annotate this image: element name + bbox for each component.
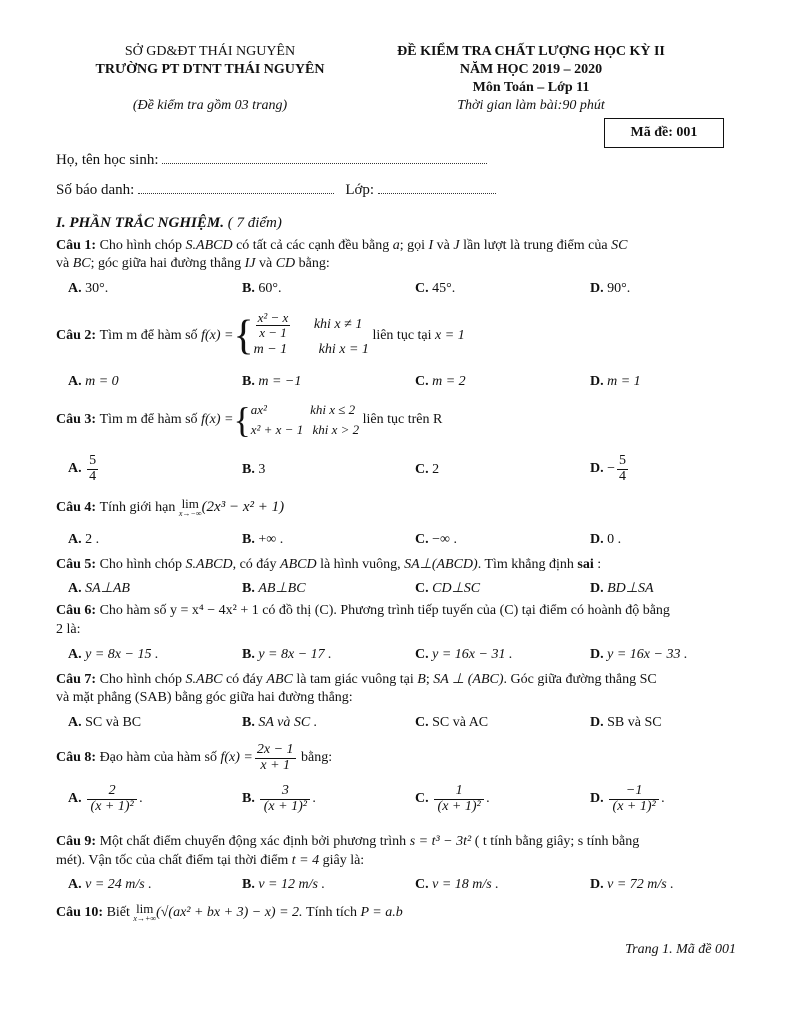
condition: khi x = 1 [318, 342, 369, 358]
question-label: Câu 1: [56, 238, 97, 253]
question-text: có đồ thị (C). Phương trình tiếp tuyến của (C) tại điểm có hoành độ bằng [262, 603, 670, 618]
math-term: B [417, 672, 426, 687]
math-term: (2x³ − x² + 1) [201, 499, 285, 515]
q1-option-d[interactable] [590, 281, 630, 297]
option-key: B. [242, 715, 255, 730]
option-key: A. [68, 647, 82, 662]
option-key: C. [415, 715, 429, 730]
question-text: . Tìm khẳng định [477, 557, 574, 572]
option-value: v = 18 m/s . [432, 877, 499, 892]
piecewise [254, 311, 369, 361]
question-label: Câu 2: [56, 328, 97, 343]
math-term: J [453, 238, 460, 253]
option-value: −∞ . [432, 532, 458, 547]
q6-option-c[interactable] [415, 647, 512, 663]
math-term: ABCD [280, 557, 317, 572]
q8-option-d[interactable]: D. $\frac{-1}{\text{(x + 1)²}}$ . [590, 783, 665, 814]
option-key: B. [242, 647, 255, 662]
option-value: y = 8x − 17 . [258, 647, 332, 662]
numerator: 5 [619, 453, 627, 468]
q9-option-b[interactable] [242, 877, 325, 893]
option-value: 0 . [607, 532, 622, 547]
exam-title: ĐỀ KIỂM TRA CHẤT LƯỢNG HỌC KỲ II [397, 44, 665, 59]
question-text: Biết [106, 904, 130, 920]
option-key: A. [68, 461, 82, 477]
option-key: B. [242, 281, 255, 296]
question-3 [56, 396, 442, 444]
fraction [87, 454, 98, 484]
question-text: liên tục tại [372, 328, 432, 343]
option-value: m = 2 [432, 374, 466, 389]
question-text: Cho hình chóp [99, 672, 183, 687]
question-text: , có đáy [232, 557, 277, 572]
question-text: lần lượt là trung điểm của [463, 238, 608, 253]
question-text: Tính giới hạn [99, 499, 176, 515]
math-term: S.ABC [185, 672, 223, 687]
option-value: 60°. [258, 281, 282, 296]
math-term: a [392, 238, 400, 253]
option-key: C. [415, 791, 429, 807]
fraction [609, 784, 659, 814]
question-2 [56, 304, 465, 368]
fraction [255, 743, 296, 773]
denominator: 4 [89, 468, 97, 484]
option-key: B. [242, 877, 255, 892]
page-count-note: (Đề kiểm tra gồm 03 trang) [132, 98, 288, 113]
class-field[interactable] [378, 181, 496, 194]
math-term: S.ABCD [185, 557, 233, 572]
question-label: Câu 8: [56, 750, 97, 765]
math-term: S.ABCD [185, 238, 233, 253]
limit-op: lim [181, 496, 199, 511]
q7-option-d[interactable] [590, 715, 662, 731]
option-key: B. [242, 532, 255, 547]
piecewise [251, 400, 359, 440]
numerator: −1 [609, 784, 659, 800]
school-name: TRƯỜNG PT DTNT THÁI NGUYÊN [95, 62, 325, 77]
q1-option-a[interactable] [68, 281, 108, 297]
option-key: C. [415, 281, 429, 296]
denominator: 4 [619, 468, 627, 484]
emphasis: sai [577, 557, 594, 572]
option-value: 90°. [607, 281, 631, 296]
question-6-line2: 2 là: [56, 622, 81, 637]
q4-option-d[interactable] [590, 532, 621, 548]
question-text: Cho hình chóp [99, 557, 183, 572]
option-key: D. [590, 791, 604, 807]
option-key: B. [242, 374, 255, 389]
numerator: 5 [89, 453, 97, 468]
condition: khi x ≤ 2 [310, 401, 356, 417]
question-6 [56, 603, 670, 619]
question-label: Câu 9: [56, 834, 97, 849]
option-key: C. [415, 374, 429, 389]
student-name-field[interactable] [162, 151, 487, 164]
math-term: SA ⊥ (ABC) [433, 672, 504, 687]
q5-option-a[interactable] [68, 580, 130, 597]
question-label: Câu 6: [56, 603, 97, 618]
option-value: 45°. [432, 281, 456, 296]
math-term: IJ [244, 256, 256, 271]
q8-option-b[interactable]: B. $\frac{3}{\text{(x + 1)²}}$ . [242, 783, 316, 814]
section-points: ( 7 điểm) [227, 215, 282, 231]
numerator: x² − x [257, 310, 289, 326]
q9-option-a[interactable] [68, 877, 152, 893]
student-name-row [56, 151, 487, 169]
option-key: B. [242, 581, 255, 596]
q2-option-b[interactable] [242, 374, 301, 390]
question-text: Tính tích [306, 904, 357, 920]
option-key: D. [590, 647, 604, 662]
department-name: SỞ GD&ĐT THÁI NGUYÊN [124, 44, 296, 59]
question-9 [56, 834, 639, 850]
q7-option-a[interactable] [68, 715, 141, 731]
fraction [87, 784, 137, 814]
math-term: SA⊥(ABCD) [404, 557, 478, 572]
brace-icon: { [233, 313, 254, 359]
question-text: : [597, 557, 602, 572]
question-label: Câu 10: [56, 904, 104, 920]
math-term: P = a.b [360, 904, 403, 920]
question-text: bằng: [298, 256, 330, 271]
question-text: Tìm m để hàm số [99, 328, 198, 343]
limit-sub: x→+∞ [133, 914, 157, 923]
denominator: (x + 1)² [437, 798, 481, 814]
numerator: 2x − 1 [256, 741, 294, 757]
question-7-line2: và mặt phẳng (SAB) bằng góc giữa hai đường thẳng: [56, 690, 353, 705]
q7-option-b[interactable] [242, 715, 317, 731]
section-heading [56, 215, 282, 232]
option-key: D. [590, 281, 604, 296]
q8-option-a[interactable]: A. $\frac{2}{\text{(x + 1)²}}$ . [68, 783, 143, 814]
question-8 [56, 738, 332, 778]
option-key: A. [68, 715, 82, 730]
option-key: A. [68, 374, 82, 389]
question-text: có đáy [225, 672, 263, 687]
question-text: . Góc giữa đường thẳng SC [503, 672, 657, 687]
question-text: liên tục trên R [362, 412, 443, 427]
denominator: (x + 1)² [90, 798, 134, 814]
math-term: t = 4 [291, 853, 320, 868]
condition: khi x ≠ 1 [313, 317, 363, 333]
option-value: m = 0 [85, 374, 119, 389]
question-text: ; gọi [399, 238, 425, 253]
fraction [260, 784, 310, 814]
question-10 [56, 902, 403, 923]
option-value: m = −1 [258, 374, 302, 389]
student-id-row [56, 181, 496, 199]
option-value: AB⊥BC [258, 581, 306, 596]
question-text: ; [425, 672, 430, 687]
option-value: m = 1 [607, 374, 641, 389]
denominator: x + 1 [260, 757, 291, 773]
option-value: BD⊥SA [607, 581, 654, 596]
math-term: f(x) = [201, 328, 234, 343]
case: x² + x − 1 [250, 422, 304, 437]
question-label: Câu 3: [56, 412, 97, 427]
question-text: ; góc giữa hai đường thẳng [90, 256, 242, 271]
math-term: CD [275, 256, 296, 271]
denominator: x − 1 [259, 324, 287, 340]
q1-option-c[interactable] [415, 281, 455, 297]
option-key: C. [415, 462, 429, 477]
option-key: A. [68, 532, 82, 547]
question-text: và [436, 238, 450, 253]
fraction [617, 454, 628, 484]
option-value: 30°. [85, 281, 109, 296]
question-1-line2 [56, 256, 330, 272]
question-1 [56, 238, 627, 254]
option-value: +∞ . [258, 532, 284, 547]
option-value: SC và AC [432, 715, 489, 730]
option-key: A. [68, 877, 82, 892]
question-text: có tất cả các cạnh đều bằng [236, 238, 390, 253]
condition: khi x > 2 [312, 422, 360, 437]
student-id-label: Số báo danh: [56, 182, 135, 198]
question-5 [56, 556, 601, 573]
option-key: C. [415, 647, 429, 662]
q4-option-a[interactable] [68, 532, 99, 548]
question-text: Cho hàm số [99, 603, 167, 618]
denominator: (x + 1)² [263, 798, 307, 814]
option-key: D. [590, 581, 604, 596]
option-value: SC và BC [85, 715, 142, 730]
question-text: mét). Vận tốc của chất điểm tại thời điểm [56, 853, 289, 868]
q3-option-c[interactable] [415, 462, 439, 478]
option-value: 3 [258, 462, 266, 477]
question-label: Câu 5: [56, 557, 97, 572]
numerator: 1 [434, 784, 484, 800]
option-value: CD⊥SC [432, 581, 481, 596]
option-key: D. [590, 374, 604, 389]
brace-icon: { [233, 400, 251, 440]
q7-option-c[interactable] [415, 715, 488, 731]
option-key: C. [415, 877, 429, 892]
q5-option-d[interactable] [590, 580, 654, 597]
math-term: f(x) = [220, 750, 253, 765]
q5-option-b[interactable] [242, 580, 306, 597]
limit-op: lim [136, 901, 154, 916]
exam-code-box: Mã đề: 001 [604, 118, 724, 148]
sign: − [607, 461, 616, 477]
option-value: 2 . [85, 532, 100, 547]
q5-option-c[interactable] [415, 580, 480, 597]
case: ax² [250, 401, 267, 417]
math-term: SC [611, 238, 628, 253]
option-value: 2 [432, 462, 440, 477]
question-text: và [259, 256, 273, 271]
math-term: y = x⁴ − 4x² + 1 [169, 603, 259, 618]
q9-option-c[interactable] [415, 877, 499, 893]
numerator: 3 [260, 784, 310, 800]
option-key: B. [242, 462, 255, 477]
question-text: Cho hình chóp [99, 238, 183, 253]
subject: Môn Toán – Lớp 11 [472, 80, 590, 95]
class-label: Lớp: [345, 182, 375, 198]
math-term: f(x) = [201, 412, 234, 427]
fraction [256, 311, 291, 339]
question-text: ( t tính bằng giây; s tính bằng [474, 834, 640, 849]
question-label: Câu 4: [56, 499, 97, 515]
option-key: D. [590, 532, 604, 547]
math-term: ABC [266, 672, 293, 687]
question-text: giây là: [322, 853, 365, 868]
math-term: I [428, 238, 434, 253]
question-7 [56, 671, 657, 688]
numerator: 2 [87, 784, 137, 800]
limit [133, 902, 156, 923]
q6-option-d[interactable] [590, 647, 687, 663]
option-value: SA⊥AB [85, 581, 130, 596]
option-key: C. [415, 581, 429, 596]
math-term: (√(ax² + bx + 3) − x) = 2. [156, 904, 303, 920]
option-key: B. [242, 791, 255, 807]
school-year: NĂM HỌC 2019 – 2020 [459, 62, 603, 77]
question-4 [56, 497, 284, 518]
fraction [434, 784, 484, 814]
q3-option-b[interactable] [242, 462, 265, 478]
limit [179, 497, 202, 518]
option-value: SA và SC . [258, 715, 318, 730]
q2-option-a[interactable] [68, 374, 119, 390]
math-term: BC [72, 256, 91, 271]
q3-option-a[interactable] [68, 454, 100, 484]
question-text: và [56, 256, 70, 271]
q2-option-d[interactable] [590, 374, 641, 390]
q8-option-c[interactable]: C. $\frac{1}{\text{(x + 1)²}}$ . [415, 783, 490, 814]
q2-option-c[interactable] [415, 374, 466, 390]
section-title: I. PHẦN TRẮC NGHIỆM. [56, 215, 224, 231]
option-key: D. [590, 461, 604, 477]
option-value: v = 72 m/s . [607, 877, 674, 892]
q1-option-b[interactable] [242, 281, 281, 297]
q6-option-b[interactable] [242, 647, 332, 663]
math-term: x = 1 [435, 328, 465, 343]
q9-option-d[interactable] [590, 877, 674, 893]
q4-option-b[interactable] [242, 532, 283, 548]
question-text: bằng: [301, 750, 333, 765]
question-label: Câu 7: [56, 672, 97, 687]
option-value: y = 8x − 15 . [85, 647, 159, 662]
q4-option-c[interactable] [415, 532, 457, 548]
option-value: y = 16x − 33 . [607, 647, 688, 662]
question-text: là tam giác vuông tại [296, 672, 414, 687]
student-name-label: Họ, tên học sinh: [56, 152, 159, 168]
option-key: A. [68, 281, 82, 296]
option-key: A. [68, 581, 82, 596]
option-value: v = 12 m/s . [258, 877, 325, 892]
student-id-field[interactable] [138, 181, 334, 194]
math-term: s = t³ − 3t² [409, 834, 472, 849]
option-value: v = 24 m/s . [85, 877, 152, 892]
limit-sub: x→−∞ [178, 509, 202, 518]
option-key: C. [415, 532, 429, 547]
page-footer: Trang 1. Mã đề 001 [625, 942, 736, 957]
question-text: Đạo hàm của hàm số [99, 750, 217, 765]
option-key: D. [590, 877, 604, 892]
denominator: (x + 1)² [612, 798, 656, 814]
case: m − 1 [253, 342, 288, 358]
question-text: Tìm m để hàm số [99, 412, 198, 427]
q3-option-d[interactable] [590, 454, 630, 484]
option-value: y = 16x − 31 . [432, 647, 513, 662]
option-key: D. [590, 715, 604, 730]
question-text: Một chất điểm chuyển động xác định bởi phương trình [99, 834, 407, 849]
question-9-line2 [56, 853, 364, 869]
option-value: SB và SC [607, 715, 662, 730]
q6-option-a[interactable] [68, 647, 158, 663]
duration: Thời gian làm bài:90 phút [457, 98, 605, 113]
question-text: là hình vuông, [320, 557, 401, 572]
option-key: A. [68, 791, 82, 807]
